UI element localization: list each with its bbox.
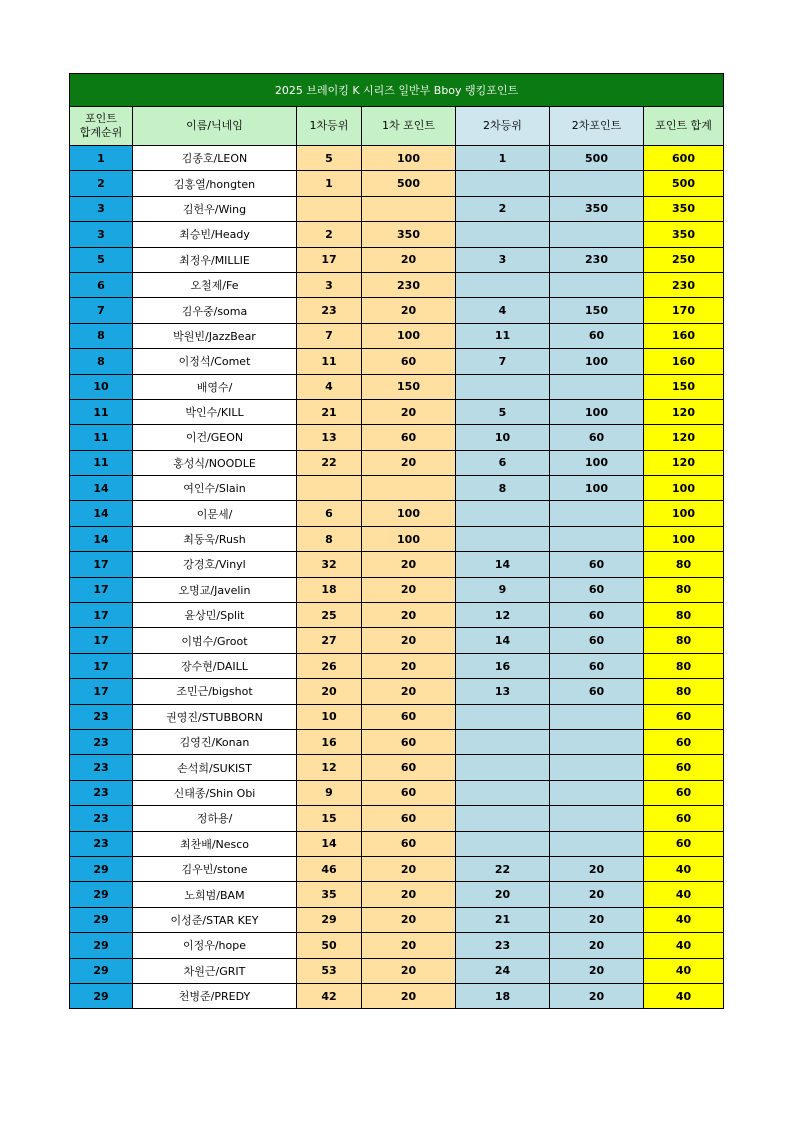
cell-round2-rank: 13 <box>456 679 550 704</box>
table-row <box>70 882 724 907</box>
cell-rank: 29 <box>70 907 133 932</box>
table-body <box>70 146 724 1009</box>
cell-total: 100 <box>644 526 724 551</box>
cell-total: 40 <box>644 882 724 907</box>
cell-total: 80 <box>644 603 724 628</box>
cell-round1-points <box>362 196 456 221</box>
cell-round2-points: 100 <box>550 349 644 374</box>
table-row <box>70 298 724 323</box>
cell-rank: 23 <box>70 729 133 754</box>
cell-round1-points: 230 <box>362 272 456 297</box>
cell-name: 노희범/BAM <box>133 882 297 907</box>
cell-round2-points: 350 <box>550 196 644 221</box>
cell-round2-points: 60 <box>550 628 644 653</box>
cell-round2-rank: 21 <box>456 907 550 932</box>
cell-round2-points: 100 <box>550 450 644 475</box>
cell-total: 600 <box>644 146 724 171</box>
cell-total: 350 <box>644 222 724 247</box>
cell-round1-rank: 10 <box>297 704 362 729</box>
cell-round1-rank: 7 <box>297 323 362 348</box>
cell-round2-rank: 23 <box>456 933 550 958</box>
cell-round2-rank: 4 <box>456 298 550 323</box>
cell-rank: 14 <box>70 476 133 501</box>
table-row <box>70 704 724 729</box>
cell-round1-rank: 42 <box>297 983 362 1008</box>
cell-total: 500 <box>644 171 724 196</box>
cell-name: 강경호/Vinyl <box>133 552 297 577</box>
cell-round1-rank: 4 <box>297 374 362 399</box>
cell-total: 160 <box>644 323 724 348</box>
table-row <box>70 526 724 551</box>
cell-round1-rank: 46 <box>297 856 362 881</box>
cell-round2-points: 60 <box>550 425 644 450</box>
table-row <box>70 247 724 272</box>
cell-round1-rank: 6 <box>297 501 362 526</box>
cell-round1-rank: 53 <box>297 958 362 983</box>
cell-name: 김홍열/hongten <box>133 171 297 196</box>
cell-round2-rank <box>456 806 550 831</box>
cell-rank: 3 <box>70 196 133 221</box>
cell-round2-rank: 8 <box>456 476 550 501</box>
cell-rank: 17 <box>70 679 133 704</box>
cell-round1-points: 20 <box>362 983 456 1008</box>
cell-rank: 23 <box>70 780 133 805</box>
cell-round1-points: 100 <box>362 501 456 526</box>
cell-name: 조민근/bigshot <box>133 679 297 704</box>
cell-round1-points: 100 <box>362 323 456 348</box>
cell-round1-rank: 2 <box>297 222 362 247</box>
cell-name: 김영진/Konan <box>133 729 297 754</box>
cell-round1-rank: 50 <box>297 933 362 958</box>
cell-round2-points <box>550 526 644 551</box>
cell-round2-points <box>550 806 644 831</box>
cell-round1-points: 60 <box>362 729 456 754</box>
cell-rank: 5 <box>70 247 133 272</box>
cell-total: 40 <box>644 856 724 881</box>
cell-round1-points: 20 <box>362 856 456 881</box>
cell-total: 80 <box>644 653 724 678</box>
cell-round1-points: 20 <box>362 552 456 577</box>
cell-rank: 29 <box>70 933 133 958</box>
cell-round2-rank <box>456 374 550 399</box>
table-row <box>70 196 724 221</box>
cell-round2-points: 20 <box>550 983 644 1008</box>
header-total: 포인트 합계 <box>644 107 724 146</box>
cell-total: 80 <box>644 679 724 704</box>
cell-name: 최동욱/Rush <box>133 526 297 551</box>
cell-round1-points: 60 <box>362 755 456 780</box>
cell-name: 이건/GEON <box>133 425 297 450</box>
cell-round2-rank <box>456 729 550 754</box>
cell-round2-points <box>550 272 644 297</box>
cell-round1-rank: 16 <box>297 729 362 754</box>
cell-name: 권영진/STUBBORN <box>133 704 297 729</box>
cell-round2-points: 60 <box>550 323 644 348</box>
cell-rank: 23 <box>70 831 133 856</box>
cell-round1-rank: 13 <box>297 425 362 450</box>
cell-round2-rank <box>456 526 550 551</box>
table-row <box>70 628 724 653</box>
cell-rank: 29 <box>70 856 133 881</box>
cell-total: 350 <box>644 196 724 221</box>
cell-round2-points: 20 <box>550 882 644 907</box>
cell-round1-rank: 5 <box>297 146 362 171</box>
cell-name: 윤상민/Split <box>133 603 297 628</box>
cell-round1-points: 60 <box>362 704 456 729</box>
cell-name: 김종호/LEON <box>133 146 297 171</box>
cell-round1-rank: 23 <box>297 298 362 323</box>
cell-rank: 29 <box>70 983 133 1008</box>
table-row <box>70 856 724 881</box>
cell-total: 120 <box>644 399 724 424</box>
cell-total: 150 <box>644 374 724 399</box>
cell-round1-points: 60 <box>362 831 456 856</box>
cell-rank: 7 <box>70 298 133 323</box>
cell-name: 정하용/ <box>133 806 297 831</box>
cell-total: 120 <box>644 425 724 450</box>
cell-round1-points: 20 <box>362 603 456 628</box>
cell-round1-points: 20 <box>362 247 456 272</box>
cell-round2-points <box>550 755 644 780</box>
cell-round1-rank: 27 <box>297 628 362 653</box>
cell-rank: 2 <box>70 171 133 196</box>
table-row <box>70 933 724 958</box>
cell-round1-points: 20 <box>362 933 456 958</box>
cell-name: 이문세/ <box>133 501 297 526</box>
cell-name: 차원근/GRIT <box>133 958 297 983</box>
cell-round2-rank <box>456 272 550 297</box>
table-row <box>70 501 724 526</box>
table-row <box>70 476 724 501</box>
cell-round2-rank: 1 <box>456 146 550 171</box>
cell-name: 장수현/DAILL <box>133 653 297 678</box>
cell-round2-rank: 10 <box>456 425 550 450</box>
cell-round2-rank: 12 <box>456 603 550 628</box>
cell-total: 60 <box>644 780 724 805</box>
cell-total: 40 <box>644 958 724 983</box>
cell-round1-points <box>362 476 456 501</box>
cell-rank: 17 <box>70 628 133 653</box>
cell-rank: 14 <box>70 501 133 526</box>
header-rank-line2: 합계순위 <box>79 126 123 139</box>
cell-rank: 11 <box>70 450 133 475</box>
cell-round2-points <box>550 222 644 247</box>
cell-total: 60 <box>644 755 724 780</box>
cell-round2-points <box>550 704 644 729</box>
cell-round2-points: 60 <box>550 552 644 577</box>
cell-total: 250 <box>644 247 724 272</box>
cell-round1-points: 20 <box>362 399 456 424</box>
cell-round1-points: 20 <box>362 298 456 323</box>
cell-round1-points: 20 <box>362 450 456 475</box>
cell-round1-points: 20 <box>362 907 456 932</box>
cell-rank: 23 <box>70 704 133 729</box>
cell-total: 40 <box>644 933 724 958</box>
cell-rank: 6 <box>70 272 133 297</box>
cell-rank: 17 <box>70 577 133 602</box>
cell-total: 40 <box>644 907 724 932</box>
cell-round1-points: 20 <box>362 958 456 983</box>
table-row <box>70 272 724 297</box>
cell-total: 60 <box>644 806 724 831</box>
cell-round1-rank: 32 <box>297 552 362 577</box>
cell-round1-points: 20 <box>362 628 456 653</box>
cell-total: 60 <box>644 831 724 856</box>
cell-round1-rank: 25 <box>297 603 362 628</box>
cell-name: 박인수/KILL <box>133 399 297 424</box>
cell-round2-points <box>550 780 644 805</box>
cell-round2-rank: 22 <box>456 856 550 881</box>
cell-round1-rank: 21 <box>297 399 362 424</box>
cell-round1-points: 100 <box>362 526 456 551</box>
cell-round2-points <box>550 729 644 754</box>
cell-round2-points: 100 <box>550 476 644 501</box>
cell-round1-points: 20 <box>362 577 456 602</box>
table-row <box>70 374 724 399</box>
cell-name: 최찬배/Nesco <box>133 831 297 856</box>
cell-rank: 23 <box>70 755 133 780</box>
cell-round1-rank: 11 <box>297 349 362 374</box>
cell-round2-points: 60 <box>550 653 644 678</box>
cell-round1-points: 60 <box>362 780 456 805</box>
cell-round2-rank <box>456 501 550 526</box>
cell-name: 천병준/PREDY <box>133 983 297 1008</box>
cell-total: 170 <box>644 298 724 323</box>
cell-rank: 8 <box>70 349 133 374</box>
cell-total: 120 <box>644 450 724 475</box>
cell-round2-points <box>550 501 644 526</box>
cell-rank: 1 <box>70 146 133 171</box>
cell-round1-rank: 35 <box>297 882 362 907</box>
cell-rank: 17 <box>70 603 133 628</box>
cell-round2-points <box>550 831 644 856</box>
cell-rank: 10 <box>70 374 133 399</box>
header-rank <box>70 107 133 146</box>
cell-round1-points: 60 <box>362 425 456 450</box>
table-row <box>70 450 724 475</box>
cell-total: 100 <box>644 476 724 501</box>
cell-round2-rank: 14 <box>456 552 550 577</box>
cell-round2-points: 230 <box>550 247 644 272</box>
cell-round1-rank: 18 <box>297 577 362 602</box>
cell-round1-rank <box>297 196 362 221</box>
cell-round2-points: 100 <box>550 399 644 424</box>
cell-round2-points: 150 <box>550 298 644 323</box>
cell-name: 신태종/Shin Obi <box>133 780 297 805</box>
cell-rank: 17 <box>70 552 133 577</box>
cell-total: 230 <box>644 272 724 297</box>
cell-name: 최정우/MILLIE <box>133 247 297 272</box>
table-row <box>70 983 724 1008</box>
cell-round2-rank <box>456 171 550 196</box>
cell-name: 김헌우/Wing <box>133 196 297 221</box>
cell-round1-points: 60 <box>362 806 456 831</box>
cell-name: 이정석/Comet <box>133 349 297 374</box>
cell-rank: 29 <box>70 958 133 983</box>
cell-name: 손석희/SUKIST <box>133 755 297 780</box>
cell-round2-rank: 24 <box>456 958 550 983</box>
cell-rank: 23 <box>70 806 133 831</box>
cell-total: 40 <box>644 983 724 1008</box>
cell-round2-points: 20 <box>550 907 644 932</box>
cell-round1-points: 500 <box>362 171 456 196</box>
table-row <box>70 577 724 602</box>
table-row <box>70 831 724 856</box>
header-round1-points: 1차 포인트 <box>362 107 456 146</box>
table-row <box>70 729 724 754</box>
cell-round2-points: 500 <box>550 146 644 171</box>
table-title: 2025 브레이킹 K 시리즈 일반부 Bboy 랭킹포인트 <box>70 74 724 107</box>
cell-rank: 11 <box>70 399 133 424</box>
cell-rank: 17 <box>70 653 133 678</box>
cell-name: 배영수/ <box>133 374 297 399</box>
cell-name: 김우중/soma <box>133 298 297 323</box>
cell-name: 오명교/Javelin <box>133 577 297 602</box>
cell-round2-rank: 18 <box>456 983 550 1008</box>
cell-total: 160 <box>644 349 724 374</box>
table-row <box>70 679 724 704</box>
cell-round2-rank: 7 <box>456 349 550 374</box>
cell-rank: 29 <box>70 882 133 907</box>
cell-round2-points: 20 <box>550 933 644 958</box>
cell-round1-rank: 15 <box>297 806 362 831</box>
cell-rank: 8 <box>70 323 133 348</box>
cell-round2-points: 60 <box>550 577 644 602</box>
cell-round1-rank: 1 <box>297 171 362 196</box>
table-row <box>70 146 724 171</box>
cell-name: 박원빈/JazzBear <box>133 323 297 348</box>
table-row <box>70 171 724 196</box>
table-row <box>70 425 724 450</box>
cell-round2-rank <box>456 222 550 247</box>
cell-round2-rank <box>456 755 550 780</box>
cell-round1-rank: 8 <box>297 526 362 551</box>
table-row <box>70 222 724 247</box>
header-round2-rank: 2차등위 <box>456 107 550 146</box>
table-row <box>70 603 724 628</box>
table-row <box>70 653 724 678</box>
header-round2-points: 2차포인트 <box>550 107 644 146</box>
cell-round2-points: 60 <box>550 679 644 704</box>
cell-round1-rank: 22 <box>297 450 362 475</box>
cell-round2-rank: 2 <box>456 196 550 221</box>
cell-rank: 3 <box>70 222 133 247</box>
cell-round1-rank: 26 <box>297 653 362 678</box>
cell-round2-rank: 5 <box>456 399 550 424</box>
table-row <box>70 907 724 932</box>
ranking-table <box>69 73 724 1009</box>
cell-name: 이범수/Groot <box>133 628 297 653</box>
cell-total: 60 <box>644 729 724 754</box>
cell-round2-rank: 9 <box>456 577 550 602</box>
header-rank-line1: 포인트 <box>85 112 117 125</box>
table-row <box>70 323 724 348</box>
cell-rank: 14 <box>70 526 133 551</box>
cell-round1-rank <box>297 476 362 501</box>
cell-name: 홍성식/NOODLE <box>133 450 297 475</box>
cell-name: 이성준/STAR KEY <box>133 907 297 932</box>
cell-round2-points <box>550 171 644 196</box>
cell-round2-rank <box>456 704 550 729</box>
header-round1-rank: 1차등위 <box>297 107 362 146</box>
cell-round1-points: 60 <box>362 349 456 374</box>
cell-total: 80 <box>644 628 724 653</box>
cell-round1-rank: 9 <box>297 780 362 805</box>
cell-total: 80 <box>644 577 724 602</box>
cell-round1-points: 20 <box>362 653 456 678</box>
cell-round1-rank: 12 <box>297 755 362 780</box>
cell-round1-points: 20 <box>362 882 456 907</box>
cell-round1-points: 20 <box>362 679 456 704</box>
table-row <box>70 399 724 424</box>
cell-round2-points: 20 <box>550 856 644 881</box>
cell-round2-rank: 14 <box>456 628 550 653</box>
cell-round1-points: 350 <box>362 222 456 247</box>
table-row <box>70 780 724 805</box>
cell-name: 최승빈/Heady <box>133 222 297 247</box>
cell-total: 100 <box>644 501 724 526</box>
cell-round2-rank: 16 <box>456 653 550 678</box>
cell-name: 이정우/hope <box>133 933 297 958</box>
cell-round1-points: 100 <box>362 146 456 171</box>
cell-total: 60 <box>644 704 724 729</box>
cell-name: 오철제/Fe <box>133 272 297 297</box>
cell-name: 여인수/Slain <box>133 476 297 501</box>
cell-round1-rank: 14 <box>297 831 362 856</box>
cell-round2-points: 20 <box>550 958 644 983</box>
cell-round1-rank: 3 <box>297 272 362 297</box>
cell-round2-rank: 20 <box>456 882 550 907</box>
table-row <box>70 552 724 577</box>
cell-round2-rank: 11 <box>456 323 550 348</box>
cell-round2-points: 60 <box>550 603 644 628</box>
header-name: 이름/닉네임 <box>133 107 297 146</box>
cell-round2-rank: 6 <box>456 450 550 475</box>
cell-total: 80 <box>644 552 724 577</box>
cell-name: 김우빈/stone <box>133 856 297 881</box>
cell-round1-rank: 20 <box>297 679 362 704</box>
table-row <box>70 349 724 374</box>
table-row <box>70 958 724 983</box>
cell-round2-rank <box>456 831 550 856</box>
table-row <box>70 806 724 831</box>
cell-round1-rank: 17 <box>297 247 362 272</box>
cell-round1-points: 150 <box>362 374 456 399</box>
table-row <box>70 755 724 780</box>
cell-round2-points <box>550 374 644 399</box>
cell-round2-rank <box>456 780 550 805</box>
cell-round2-rank: 3 <box>456 247 550 272</box>
cell-rank: 11 <box>70 425 133 450</box>
cell-round1-rank: 29 <box>297 907 362 932</box>
